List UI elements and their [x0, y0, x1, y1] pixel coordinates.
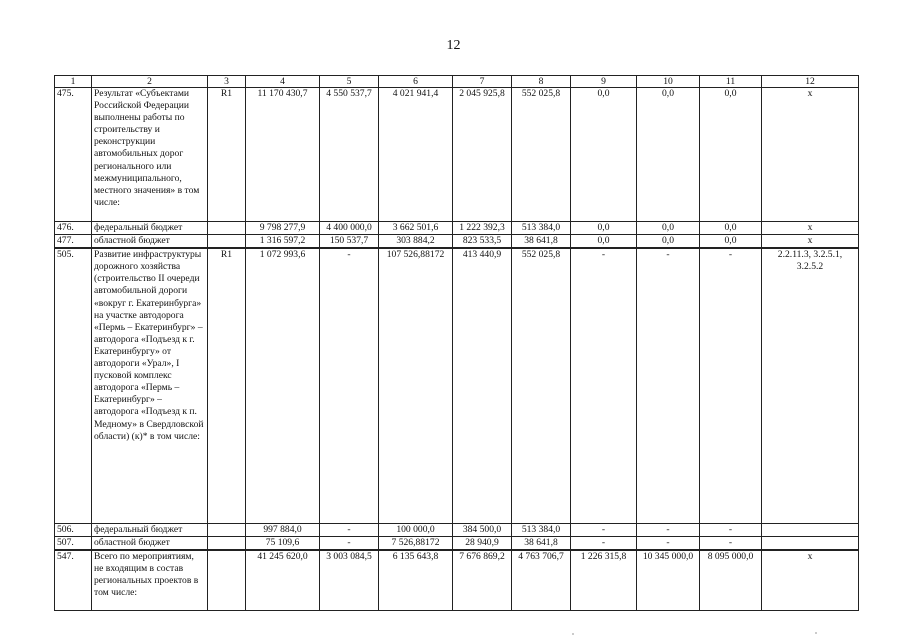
col-header-4: 4 [246, 76, 320, 88]
table-row [55, 222, 859, 235]
cell-col11: - [700, 536, 762, 550]
row-code: R1 [208, 248, 246, 523]
cell-col7: 7 676 869,2 [453, 550, 512, 611]
cell-col4: 41 245 620,0 [246, 550, 320, 611]
cell-col11: 0,0 [700, 88, 762, 222]
col-header-8: 8 [512, 76, 571, 88]
cell-col6: 4 021 941,4 [379, 88, 453, 222]
row-index: 506. [55, 523, 92, 536]
cell-col4: 1 072 993,6 [246, 248, 320, 523]
cell-col6: 6 135 643,8 [379, 550, 453, 611]
row-name: федеральный бюджет [92, 222, 208, 235]
cell-col11: 0,0 [700, 235, 762, 249]
row-name: Результат «Субъектами Российской Федерации выполнены работы по строительству и реконструкции автомобильных дорог регионального или межмуниципального, местного значения» в том числе: [92, 88, 208, 222]
cell-col4: 11 170 430,7 [246, 88, 320, 222]
cell-col9: 1 226 315,8 [571, 550, 637, 611]
cell-col12: х [762, 222, 859, 235]
cell-col5: 4 550 537,7 [320, 88, 379, 222]
table-row [55, 88, 859, 222]
cell-col5: 3 003 084,5 [320, 550, 379, 611]
cell-col8: 38 641,8 [512, 536, 571, 550]
page-number: 12 [446, 38, 461, 53]
cell-col8: 513 384,0 [512, 523, 571, 536]
cell-col4: 1 316 597,2 [246, 235, 320, 249]
row-name: федеральный бюджет [92, 523, 208, 536]
header-row [55, 76, 859, 88]
cell-col9: 0,0 [571, 235, 637, 249]
cell-col8: 4 763 706,7 [512, 550, 571, 611]
cell-col11: - [700, 248, 762, 523]
row-code [208, 550, 246, 611]
scan-speck [815, 632, 817, 634]
row-code [208, 222, 246, 235]
cell-col12: х [762, 235, 859, 249]
row-index: 547. [55, 550, 92, 611]
budget-table [54, 75, 859, 611]
cell-col9: - [571, 523, 637, 536]
cell-col7: 1 222 392,3 [453, 222, 512, 235]
cell-col8: 513 384,0 [512, 222, 571, 235]
col-header-12: 12 [762, 76, 859, 88]
row-code [208, 536, 246, 550]
cell-col8: 552 025,8 [512, 88, 571, 222]
row-code [208, 235, 246, 249]
cell-col5: - [320, 248, 379, 523]
row-index: 505. [55, 248, 92, 523]
row-index: 477. [55, 235, 92, 249]
col-header-9: 9 [571, 76, 637, 88]
col-header-6: 6 [379, 76, 453, 88]
cell-col6: 303 884,2 [379, 235, 453, 249]
row-name: областной бюджет [92, 235, 208, 249]
col-header-2: 2 [92, 76, 208, 88]
row-name: Развитие инфраструктуры дорожного хозяйства (строительство II очереди автомобильной дороги «вокруг г. Екатеринбурга» на участке автодорога «Пермь – Екатеринбург» – автодорога «Подъезд к г. Екатеринбургу» от автодороги «Урал», I пусковой комплекс автодорога «Пермь – Екатеринбург» – автодорога «Подъезд к п. Медному» в Свердловской области) (к)* в том числе: [92, 248, 208, 523]
cell-col10: - [637, 536, 700, 550]
cell-col7: 384 500,0 [453, 523, 512, 536]
cell-col9: 0,0 [571, 88, 637, 222]
cell-col9: 0,0 [571, 222, 637, 235]
cell-col11: 0,0 [700, 222, 762, 235]
cell-col10: - [637, 523, 700, 536]
cell-col12 [762, 536, 859, 550]
col-header-10: 10 [637, 76, 700, 88]
col-header-11: 11 [700, 76, 762, 88]
table-row [55, 248, 859, 523]
row-name: областной бюджет [92, 536, 208, 550]
cell-col8: 38 641,8 [512, 235, 571, 249]
table-row [55, 536, 859, 550]
col-header-1: 1 [55, 76, 92, 88]
table-row [55, 235, 859, 249]
cell-col6: 3 662 501,6 [379, 222, 453, 235]
col-header-5: 5 [320, 76, 379, 88]
cell-col4: 75 109,6 [246, 536, 320, 550]
cell-col7: 2 045 925,8 [453, 88, 512, 222]
cell-col7: 823 533,5 [453, 235, 512, 249]
cell-col10: 10 345 000,0 [637, 550, 700, 611]
row-code: R1 [208, 88, 246, 222]
cell-col12: 2.2.11.3, 3.2.5.1, 3.2.5.2 [762, 248, 859, 523]
table-row [55, 550, 859, 611]
cell-col8: 552 025,8 [512, 248, 571, 523]
cell-col6: 100 000,0 [379, 523, 453, 536]
table-row [55, 523, 859, 536]
cell-col12: х [762, 550, 859, 611]
cell-col5: 150 537,7 [320, 235, 379, 249]
cell-col5: 4 400 000,0 [320, 222, 379, 235]
cell-col4: 9 798 277,9 [246, 222, 320, 235]
cell-col12: х [762, 88, 859, 222]
row-index: 476. [55, 222, 92, 235]
cell-col11: 8 095 000,0 [700, 550, 762, 611]
cell-col6: 107 526,88172 [379, 248, 453, 523]
cell-col12 [762, 523, 859, 536]
cell-col5: - [320, 536, 379, 550]
scan-speck [572, 633, 574, 635]
row-index: 475. [55, 88, 92, 222]
cell-col4: 997 884,0 [246, 523, 320, 536]
col-header-7: 7 [453, 76, 512, 88]
row-code [208, 523, 246, 536]
cell-col6: 7 526,88172 [379, 536, 453, 550]
row-name: Всего по мероприятиям, не входящим в состав региональных проектов в том числе: [92, 550, 208, 611]
cell-col11: - [700, 523, 762, 536]
col-header-3: 3 [208, 76, 246, 88]
cell-col9: - [571, 536, 637, 550]
cell-col10: 0,0 [637, 88, 700, 222]
cell-col10: 0,0 [637, 222, 700, 235]
row-index: 507. [55, 536, 92, 550]
cell-col10: - [637, 248, 700, 523]
cell-col10: 0,0 [637, 235, 700, 249]
cell-col7: 28 940,9 [453, 536, 512, 550]
cell-col7: 413 440,9 [453, 248, 512, 523]
cell-col9: - [571, 248, 637, 523]
cell-col5: - [320, 523, 379, 536]
